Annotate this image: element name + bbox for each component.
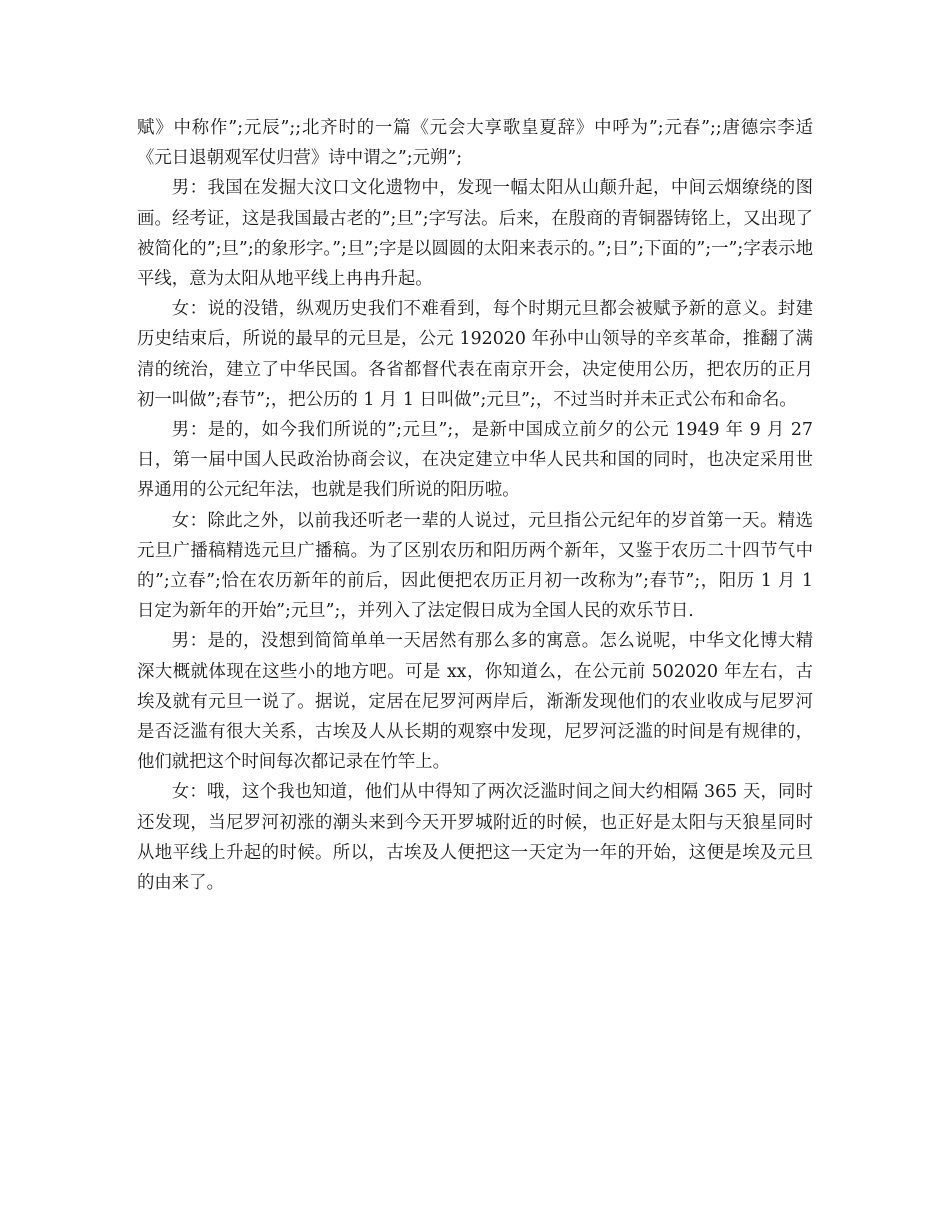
paragraph-male-1: 男：我国在发掘大汶口文化遗物中，发现一幅太阳从山颠升起，中间云烟缭绕的图画。经考证，这是我国最古老的”;旦”;字写法。后来，在殷商的青铜器铸铭上，又出现了被简化的”;旦”;的象形字。”;旦”;字是以圆圆的太阳来表示的。”;日”;下面的”;一”;字表示地平线，意为太阳从地平线上冉冉升起。 <box>137 178 813 290</box>
paragraph-male-2: 男：是的，如今我们所说的”;元旦”;，是新中国成立前夕的公元 1949 年 9 月 27 日，第一届中国人民政治协商会议，在决定建立中华人民共和国的同时，也决定采用世界通用的公元纪年法，也就是我们所说的阳历啦。 <box>137 420 813 501</box>
paragraph-male-3: 男：是的，没想到简简单单一天居然有那么多的寓意。怎么说呢，中华文化博大精深大概就体现在这些小的地方吧。可是 xx，你知道么，在公元前 502020 年左右，古埃及就有元旦一说了。据说，定居在尼罗河两岸后，渐渐发现他们的农业收成与尼罗河是否泛滥有很大关系，古埃及人从长期的观察中发现，尼罗河泛滥的时间是有规律的，他们就把这个时间每次都记录在竹竿上。 <box>137 631 813 773</box>
paragraph-female-2: 女：除此之外，以前我还听老一辈的人说过，元旦指公元纪年的岁首第一天。精选元旦广播稿精选元旦广播稿。为了区别农历和阳历两个新年，又鉴于农历二十四节气中的”;立春”;恰在农历新年的前后，因此便把农历正月初一改称为”;春节”;，阳历 1 月 1 日定为新年的开始”;元旦”;，并列入了法定假日成为全国人民的欢乐节日. <box>137 510 813 622</box>
paragraph-female-1: 女：说的没错，纵观历史我们不难看到，每个时期元旦都会被赋予新的意义。封建历史结束后，所说的最早的元旦是，公元 192020 年孙中山领导的辛亥革命，推翻了满清的统治，建立了中华民国。各省都督代表在南京开会，决定使用公历，把农历的正月初一叫做”;春节”;，把公历的 1 月 1 日叫做”;元旦”;，不过当时并未正式公布和命名。 <box>137 299 813 410</box>
paragraph-continuation: 赋》中称作”;元辰”;;北齐时的一篇《元会大享歌皇夏辞》中呼为”;元春”;;唐德宗李适《元日退朝观军仗归营》诗中谓之”;元朔”; <box>137 118 813 169</box>
document-body <box>137 113 813 898</box>
paragraph-female-3: 女：哦，这个我也知道，他们从中得知了两次泛滥时间之间大约相隔 365 天，同时还发现，当尼罗河初涨的潮头来到今天开罗城附近的时候，也正好是太阳与天狼星同时从地平线上升起的时候。所以，古埃及人便把这一天定为一年的开始，这便是埃及元旦的由来了。 <box>137 782 813 894</box>
